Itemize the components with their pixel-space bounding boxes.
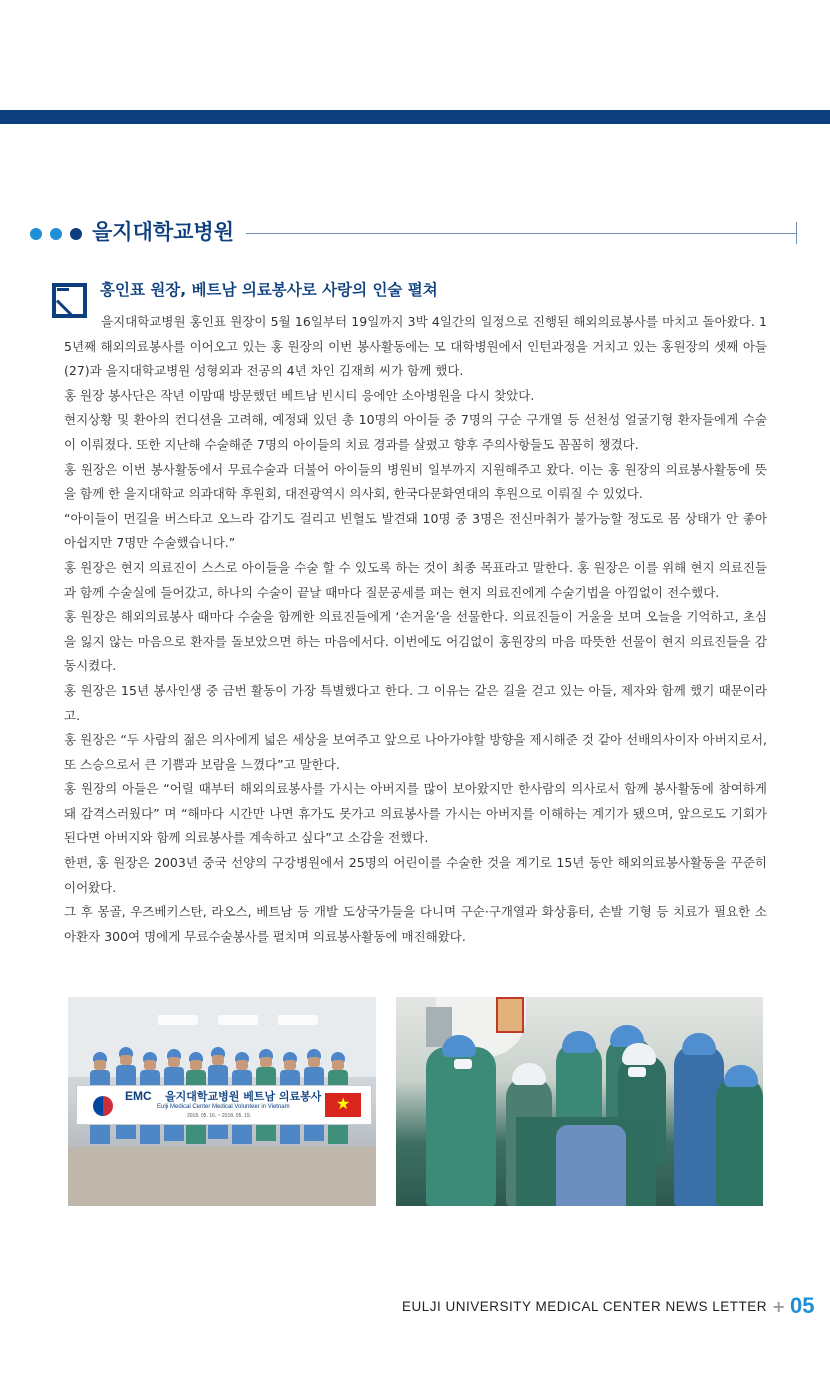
article-paragraph: 홍 원장은 현지 의료진이 스스로 아이들을 수술 할 수 있도록 하는 것이 최종 목표라고 말한다. 홍 원장은 이를 위해 현지 의료진들과 함께 수술실에 들어갔고, 하나의 수술이 끝날 때마다 질문공세를 펴는 현지 의료진에게 수술기법을 아낌없이 전수했다. bbox=[64, 559, 767, 600]
article-body bbox=[64, 310, 767, 949]
vietnam-flag-icon bbox=[325, 1093, 361, 1117]
article-headline: 홍인표 원장, 베트남 의료봉사로 사랑의 인술 펼쳐 bbox=[100, 281, 438, 299]
group-photo bbox=[68, 997, 376, 1206]
article-paragraph: 홍 원장은 15년 봉사인생 중 금번 활동이 가장 특별했다고 한다. 그 이유는 같은 길을 걷고 있는 아들, 제자와 함께 했기 때문이라고. bbox=[64, 682, 767, 723]
article-paragraph: 홍 원장은 “두 사람의 젊은 의사에게 넓은 세상을 보여주고 앞으로 나아가야할 방향을 제시해준 것 같아 선배의사이자 아버지로서, 또 스승으로서 큰 기쁨과 보람을 느꼈다”고 말한다. bbox=[64, 732, 767, 772]
article-paragraph: 을지대학교병원 홍인표 원장이 5월 16일부터 19일까지 3박 4일간의 일정으로 진행된 해외의료봉사를 마치고 돌아왔다. 15년째 해외의료봉사를 이어오고 있는 홍 원장의 이번 봉사활동에는 모 대학병원에서 인턴과정을 거치고 있는 홍원장의 셋째 아들(27)과 을지대학교병원 성형외과 전공의 4년 차인 김재희 씨가 함께 했다. bbox=[64, 314, 767, 379]
article-paragraph: 그 후 몽골, 우즈베키스탄, 라오스, 베트남 등 개발 도상국가들을 다니며 구순·구개열과 화상흉터, 손발 기형 등 치료가 필요한 소아환자 300여 명에게 무료수술봉사를 펼치며 의료봉사활동에 매진해왔다. bbox=[64, 904, 767, 944]
surgery-photo bbox=[396, 997, 763, 1206]
footer-plus-icon: + bbox=[772, 1297, 786, 1316]
bullet-dot-icon bbox=[70, 228, 82, 240]
bullet-dot-icon bbox=[30, 228, 42, 240]
article-paragraph: 홍 원장 봉사단은 작년 이맘때 방문했던 베트남 빈시티 응에안 소아병원을 다시 찾았다. bbox=[64, 387, 535, 403]
section-title: 을지대학교병원 bbox=[92, 220, 235, 244]
article-paragraph: “아이들이 먼길을 버스타고 오느라 감기도 걸리고 빈혈도 발견돼 10명 중 3명은 전신마취가 불가능할 정도로 몸 상태가 안 좋아 아쉽지만 7명만 수술했습니다.” bbox=[64, 510, 767, 551]
korea-flag-icon bbox=[93, 1096, 113, 1116]
article-paragraph: 한편, 홍 원장은 2003년 중국 선양의 구강병원에서 25명의 어린이를 수술한 것을 계기로 15년 동안 해외의료봉사활동을 꾸준히 이어왔다. bbox=[64, 855, 767, 895]
banner-logo: EMC bbox=[125, 1089, 152, 1103]
top-color-band bbox=[0, 110, 830, 124]
banner-dates: 2018. 05. 16. ~ 2018. 05. 19. bbox=[187, 1113, 252, 1119]
article-paragraph: 홍 원장의 아들은 “어릴 때부터 해외의료봉사를 가시는 아버지를 많이 보아왔지만 한사람의 의사로서 함께 봉사활동에 참여하게 돼 감격스러웠다” 며 “해마다 시간만 나면 휴가도 못가고 의료봉사를 가시는 아버지를 이해하는 계기가 됐으며, 앞으로도 기회가 된다면 아버지와 함께 의료봉사를 계속하고 싶다”고 소감을 전했다. bbox=[64, 781, 767, 846]
section-divider bbox=[246, 233, 796, 234]
article-paragraph: 현지상황 및 환아의 컨디션을 고려해, 예정돼 있던 총 10명의 아이들 중 7명의 구순 구개열 등 선천성 얼굴기형 환자들에게 수술이 이뤄졌다. 또한 지난해 수술해준 7명의 아이들의 치료 경과를 살폈고 향후 주의사항들도 꼼꼼히 챙겼다. bbox=[64, 412, 767, 452]
page-number: 05 bbox=[790, 1293, 815, 1318]
newsletter-name: EULJI UNIVERSITY MEDICAL CENTER NEWS LETTER bbox=[402, 1299, 768, 1314]
article-paragraph: 홍 원장은 해외의료봉사 때마다 수술을 함께한 의료진들에게 ‘손거울’을 선물한다. 의료진들이 거울을 보며 오늘을 기억하고, 초심을 잃지 않는 마음으로 환자를 돌보았으면 하는 마음에서다. 이번에도 어김없이 홍원장의 마음 따뜻한 선물이 현지 의료진들을 감동시켰다. bbox=[64, 609, 767, 674]
banner-title: 을지대학교병원 베트남 의료봉사 bbox=[165, 1090, 322, 1103]
bullet-dot-icon bbox=[50, 228, 62, 240]
banner-subtitle: Eulji Medical Center Medical Volunteer in Vietnam bbox=[157, 1104, 290, 1110]
section-divider-end bbox=[796, 222, 797, 244]
section-header bbox=[30, 216, 800, 248]
volunteer-banner bbox=[76, 1085, 372, 1125]
article-paragraph: 홍 원장은 이번 봉사활동에서 무료수술과 더불어 아이들의 병원비 일부까지 지원해주고 왔다. 이는 홍 원장의 의료봉사활동에 뜻을 함께 한 을지대학교 의과대학 후원회, 대전광역시 의사회, 한국다문화연대의 후원으로 이뤄질 수 있었다. bbox=[64, 461, 767, 502]
